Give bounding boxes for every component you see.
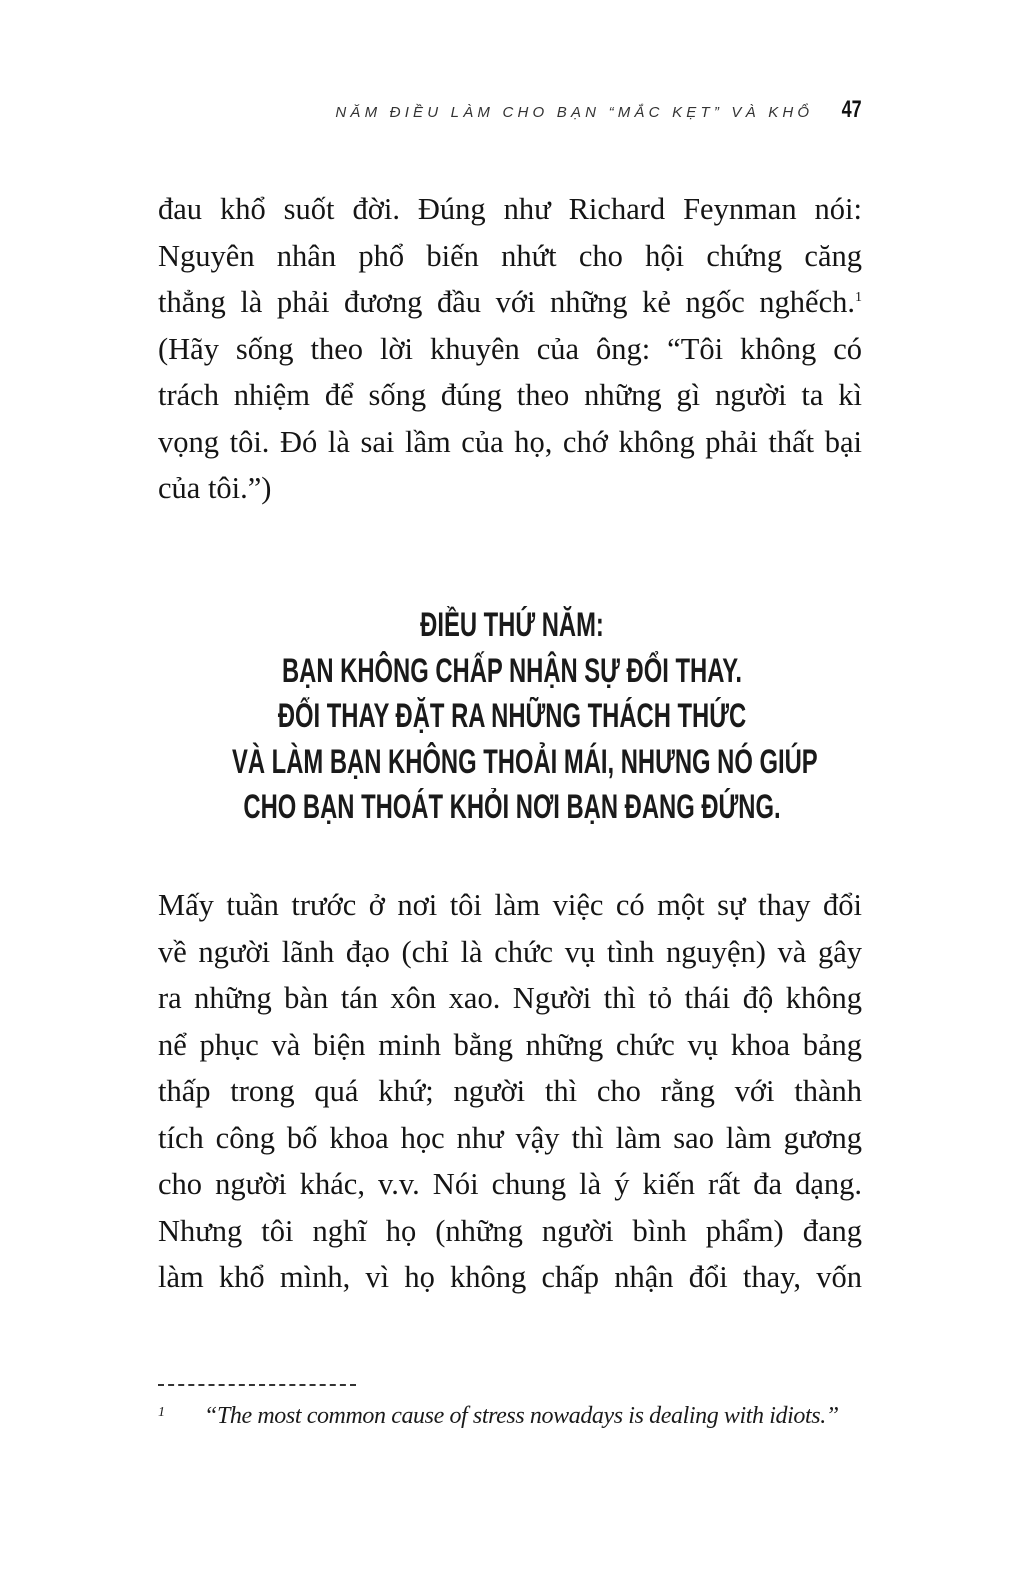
heading-line: CHO BẠN THOÁT KHỎI NƠI BẠN ĐANG ĐỨNG. <box>243 788 781 826</box>
paragraph-line-with-footnote <box>158 279 862 326</box>
body-paragraph-2 <box>158 882 862 1301</box>
paragraph-line: ra những bàn tán xôn xao. Người thì tỏ thái độ không <box>158 981 862 1015</box>
paragraph-line: vọng tôi. Đó là sai lầm của họ, chớ không phải thất bại <box>158 424 862 459</box>
paragraph-line: (Hãy sống theo lời khuyên của ông: “Tôi không có <box>158 331 862 366</box>
running-header <box>335 96 862 124</box>
paragraph-line: làm khổ mình, vì họ không chấp nhận đổi thay, vốn <box>158 1260 862 1294</box>
heading-line: BẠN KHÔNG CHẤP NHẬN SỰ ĐỔI THAY. <box>281 651 743 690</box>
paragraph-line-text: thẳng là phải đương đầu với những kẻ ngốc nghếch. <box>158 285 855 319</box>
paragraph-line: Mấy tuần trước ở nơi tôi làm việc có một sự thay đổi <box>158 888 862 922</box>
paragraph-line: thấp trong quá khứ; người thì cho rằng với thành <box>158 1074 862 1108</box>
body-paragraph-1 <box>158 186 862 512</box>
page-number: 47 <box>841 96 862 123</box>
paragraph-line: Nguyên nhân phổ biến nhứt cho hội chứng căng <box>158 238 862 273</box>
paragraph-line: của tôi.”) <box>158 471 272 505</box>
paragraph-line: cho người khác, v.v. Nói chung là ý kiến rất đa dạng. <box>158 1167 862 1201</box>
running-title: NĂM ĐIỀU LÀM CHO BẠN “MẮC KẸT” VÀ KHỔ <box>335 104 814 121</box>
paragraph-line: Nhưng tôi nghĩ họ (những người bình phẩm) đang <box>158 1213 862 1248</box>
footnote-number: 1 <box>158 1405 165 1420</box>
footnote-divider <box>158 1384 356 1386</box>
paragraph-line: nể phục và biện minh bằng những chức vụ khoa bảng <box>158 1027 862 1062</box>
footnote <box>158 1403 862 1430</box>
paragraph-line: trách nhiệm để sống đúng theo những gì người ta kì <box>158 378 862 412</box>
heading-line: VÀ LÀM BẠN KHÔNG THOẢI MÁI, NHƯNG NÓ GIÚP <box>232 742 818 781</box>
paragraph-line: đau khổ suốt đời. Đúng như Richard Feynman nói: <box>158 192 862 226</box>
section-heading <box>112 603 912 831</box>
paragraph-line: tích công bố khoa học như vậy thì làm sao làm gương <box>158 1120 862 1155</box>
footnote-text: “The most common cause of stress nowadays is dealing with idiots.” <box>204 1403 839 1429</box>
heading-line: ĐIỀU THỨ NĂM: <box>420 606 604 644</box>
footnote-reference: 1 <box>855 290 862 305</box>
heading-line: ĐỔI THAY ĐẶT RA NHỮNG THÁCH THỨC <box>277 697 747 735</box>
paragraph-line: về người lãnh đạo (chỉ là chức vụ tình nguyện) và gây <box>158 934 862 969</box>
